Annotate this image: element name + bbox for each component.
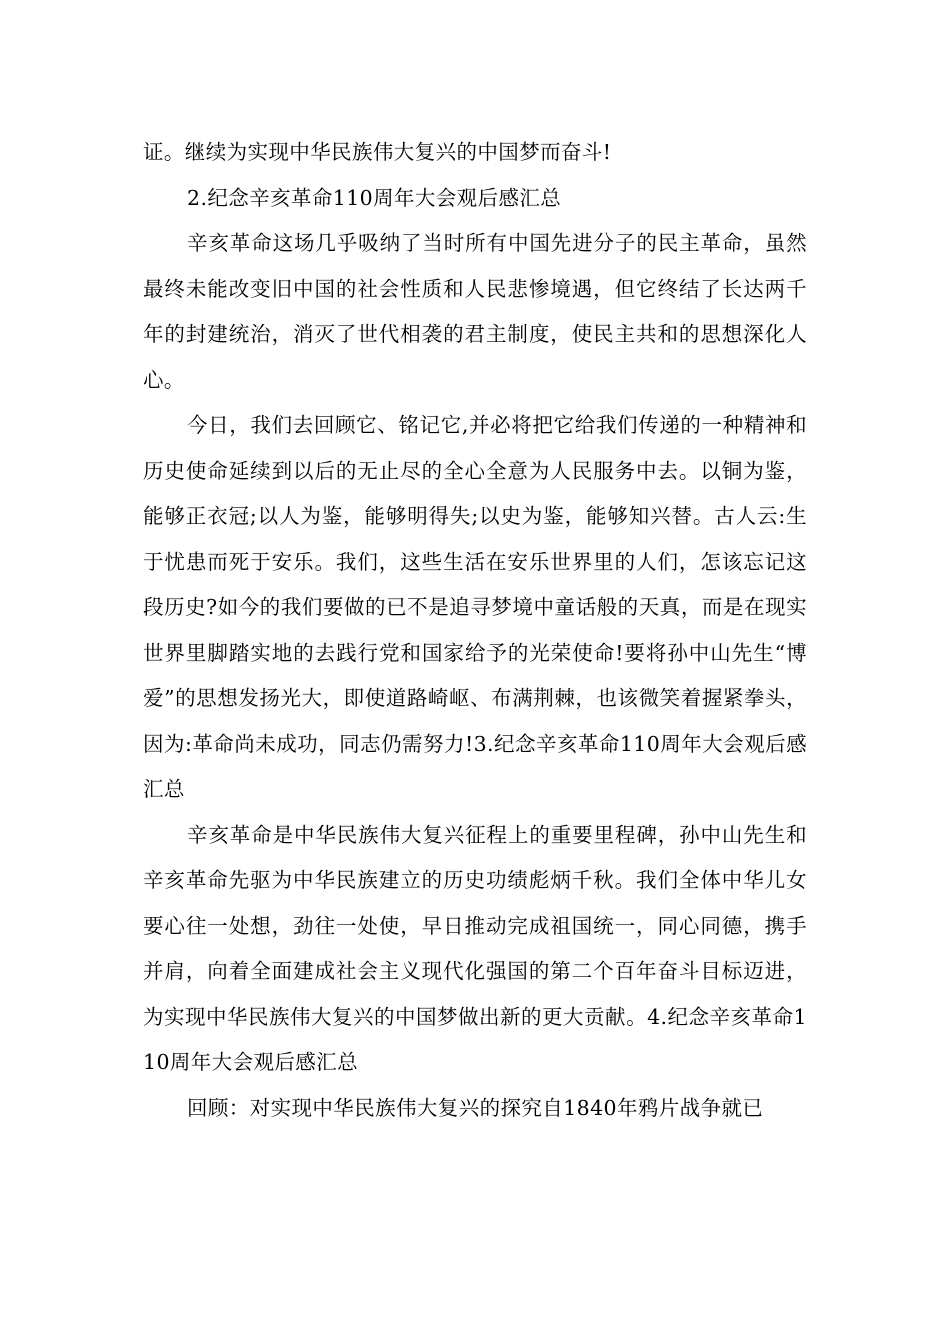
document-body	[143, 130, 807, 1131]
section-heading-2: 2.纪念辛亥革命110周年大会观后感汇总	[187, 185, 562, 210]
paragraph-continuation: 证。继续为实现中华民族伟大复兴的中国梦而奋斗!	[143, 140, 612, 164]
paragraph-review: 回顾：对实现中华民族伟大复兴的探究自1840年鸦片战争就已	[187, 1095, 764, 1120]
paragraph-xinhai-intro: 辛亥革命这场几乎吸纳了当时所有中国先进分子的民主革命，虽然最终未能改变旧中国的社会性质和人民悲惨境遇，但它终结了长达两千年的封建统治，消灭了世代相袭的君主制度，使民主共和的思想深化人心。	[143, 231, 807, 392]
paragraph-today-reflection: 今日，我们去回顾它、铭记它,并必将把它给我们传递的一种精神和历史使命延续到以后的无止尽的全心全意为人民服务中去。以铜为鉴，能够正衣冠;以人为鉴，能够明得失;以史为鉴，能够知兴替。古人云:生于忧患而死于安乐。我们，这些生活在安乐世界里的人们，怎该忘记这段历史?如今的我们要做的已不是追寻梦境中童话般的天真，而是在现实世界里脚踏实地的去践行党和国家给予的光荣使命!要将孙中山先生“博爱”的思想发扬光大，即使道路崎岖、布满荆棘，也该微笑着握紧拳头，因为:革命尚未成功，同志仍需努力!3.纪念辛亥革命110周年大会观后感汇总	[143, 413, 807, 801]
paragraph-milestone: 辛亥革命是中华民族伟大复兴征程上的重要里程碑，孙中山先生和辛亥革命先驱为中华民族建立的历史功绩彪炳千秋。我们全体中华儿女要心往一处想，劲往一处使，早日推动完成祖国统一，同心同德，携手并肩，向着全面建成社会主义现代化强国的第二个百年奋斗目标迈进，为实现中华民族伟大复兴的中国梦做出新的更大贡献。4.纪念辛亥革命110周年大会观后感汇总	[143, 822, 807, 1074]
